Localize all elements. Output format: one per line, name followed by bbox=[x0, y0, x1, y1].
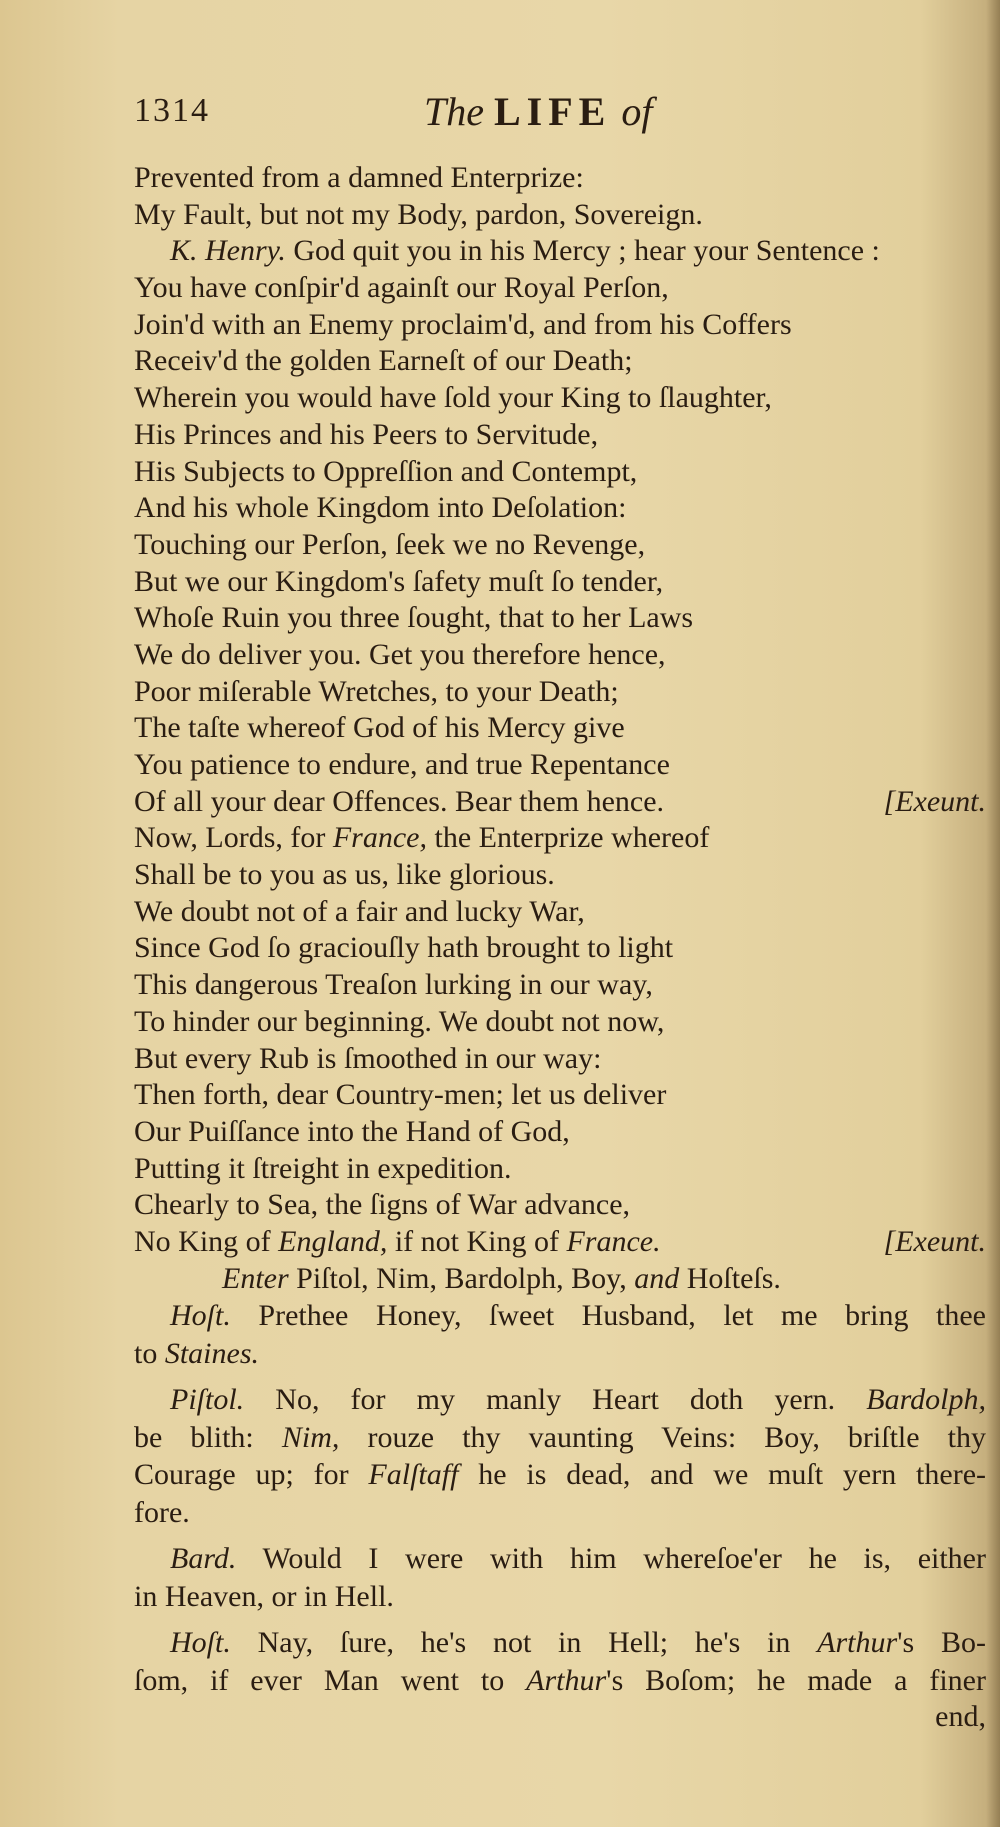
text-segment: fore. bbox=[134, 1495, 190, 1529]
text-line bbox=[134, 527, 986, 564]
text-segment: Hoſteſs. bbox=[679, 1261, 781, 1295]
running-title bbox=[424, 88, 652, 135]
text-segment: in Heaven, or in Hell. bbox=[134, 1579, 394, 1613]
text-line bbox=[134, 1261, 986, 1298]
text-segment: Join'd with an Enemy proclaim'd, and from his Coffers bbox=[134, 307, 792, 341]
text-line bbox=[134, 307, 986, 344]
text-segment: to bbox=[134, 1336, 165, 1370]
text-segment: But every Rub is ſmoothed in our way: bbox=[134, 1041, 602, 1075]
italic-text: Falſtaff bbox=[368, 1458, 459, 1492]
text-line bbox=[134, 1699, 986, 1736]
text-segment: rouze thy vaunting Veins: Boy, briſtle thy bbox=[339, 1420, 986, 1454]
body-text bbox=[134, 160, 986, 1736]
text-segment: Putting it ſtreight in expedition. bbox=[134, 1151, 512, 1185]
text-line bbox=[134, 600, 986, 637]
italic-text: Arthur bbox=[526, 1663, 607, 1697]
text-segment: You patience to endure, and true Repentance bbox=[134, 748, 670, 781]
italic-text: England, bbox=[278, 1224, 388, 1258]
italic-text: Staines. bbox=[164, 1336, 260, 1370]
text-segment: Piſtol, Nim, Bardolph, Boy, bbox=[288, 1261, 635, 1295]
text-line bbox=[134, 490, 986, 527]
text-segment: if not King of bbox=[387, 1224, 567, 1258]
text-line bbox=[134, 1077, 986, 1114]
text-segment: Poor miſerable Wretches, to your Death; bbox=[134, 674, 619, 708]
text-segment: But we our Kingdom's ſafety muſt ſo tender, bbox=[134, 564, 664, 598]
text-segment: Our Puiſſance into the Hand of God, bbox=[134, 1114, 570, 1148]
text-line bbox=[134, 637, 986, 674]
text-line bbox=[134, 380, 986, 417]
stage-direction: [Exeunt. bbox=[883, 1224, 986, 1258]
text-segment: My Fault, but not my Body, pardon, Sovereign. bbox=[134, 197, 703, 231]
text-line bbox=[134, 1578, 986, 1616]
italic-text: Hoſt. bbox=[170, 1299, 231, 1333]
text-line bbox=[134, 1297, 986, 1335]
text-line bbox=[134, 270, 986, 307]
text-segment: he is dead, and we muſt yern there- bbox=[458, 1458, 986, 1492]
title-word: The bbox=[424, 89, 484, 134]
text-segment: Chearly to Sea, the ſigns of War advance, bbox=[134, 1188, 631, 1222]
text-segment: You have conſpir'd againſt our Royal Perſon, bbox=[134, 271, 669, 305]
page-edge-shadow bbox=[986, 0, 1000, 1827]
text-line bbox=[134, 454, 986, 491]
text-line bbox=[134, 710, 986, 747]
italic-text: Enter bbox=[222, 1261, 289, 1295]
italic-text: and bbox=[634, 1261, 680, 1295]
text-segment: Shall be to you as us, like glorious. bbox=[134, 858, 555, 892]
text-line bbox=[134, 857, 986, 894]
text-segment: No, for my manly Heart doth yern. bbox=[244, 1383, 867, 1417]
text-line bbox=[134, 930, 986, 967]
title-word: of bbox=[621, 89, 653, 134]
page-number: 1314 bbox=[134, 92, 210, 129]
italic-text: Hoſt. bbox=[170, 1626, 231, 1660]
text-segment: Receiv'd the golden Earneſt of our Death; bbox=[134, 344, 633, 378]
text-line bbox=[134, 233, 986, 270]
text-line bbox=[134, 1624, 986, 1662]
text-segment: To hinder our beginning. We doubt not now, bbox=[134, 1004, 665, 1038]
title-word: LIFE bbox=[494, 89, 612, 134]
text-segment: Whoſe Ruin you three ſought, that to her Laws bbox=[134, 601, 694, 635]
text-line bbox=[134, 820, 986, 857]
text-segment: be blith: bbox=[134, 1420, 282, 1454]
italic-text: Bardolph, bbox=[866, 1383, 986, 1417]
text-segment: Courage up; for bbox=[134, 1458, 369, 1492]
text-segment: 's Bo- bbox=[897, 1626, 986, 1660]
text-segment: This dangerous Treaſon lurking in our way, bbox=[134, 968, 653, 1002]
text-line bbox=[134, 197, 986, 234]
text-segment: Of all your dear Offences. Bear them hence. bbox=[134, 784, 665, 818]
text-segment: And his whole Kingdom into Deſolation: bbox=[134, 491, 627, 525]
text-line bbox=[134, 747, 986, 784]
text-line bbox=[134, 1041, 986, 1078]
text-segment: Nay, ſure, he's not in Hell; he's in bbox=[230, 1626, 818, 1660]
text-line bbox=[134, 1224, 986, 1261]
text-line bbox=[134, 1494, 986, 1532]
text-line bbox=[134, 417, 986, 454]
text-line bbox=[134, 343, 986, 380]
text-line bbox=[134, 1114, 986, 1151]
text-segment: No King of bbox=[134, 1224, 279, 1258]
running-header bbox=[134, 89, 774, 142]
text-line bbox=[134, 564, 986, 601]
text-line bbox=[134, 1187, 986, 1224]
stage-direction: [Exeunt. bbox=[883, 784, 986, 818]
text-segment: We doubt not of a fair and lucky War, bbox=[134, 894, 585, 928]
text-segment: the Enterprize whereof bbox=[427, 821, 710, 855]
italic-text: Arthur bbox=[817, 1626, 898, 1660]
text-line bbox=[134, 1419, 986, 1457]
text-line bbox=[134, 1540, 986, 1578]
text-line bbox=[134, 1381, 986, 1419]
text-line bbox=[134, 674, 986, 711]
text-segment: Touching our Perſon, ſeek we no Revenge, bbox=[134, 527, 646, 561]
italic-text: France, bbox=[332, 821, 427, 855]
text-line bbox=[134, 967, 986, 1004]
italic-text: K. Henry. bbox=[170, 234, 286, 268]
text-segment: His Princes and his Peers to Servitude, bbox=[134, 417, 599, 451]
text-segment: Then forth, dear Country-men; let us deliver bbox=[134, 1078, 667, 1112]
text-segment: Wherein you would have ſold your King to ſlaughter, bbox=[134, 381, 772, 415]
text-segment: Prevented from a damned Enterprize: bbox=[134, 161, 584, 194]
text-segment: 's Boſom; he made a finer bbox=[606, 1663, 986, 1697]
italic-text: Bard. bbox=[170, 1542, 237, 1576]
text-line bbox=[134, 160, 986, 197]
italic-text: Piſtol. bbox=[170, 1383, 245, 1417]
text-segment: His Subjects to Oppreſſion and Contempt, bbox=[134, 454, 638, 488]
italic-text: France. bbox=[566, 1224, 661, 1258]
text-line bbox=[134, 1456, 986, 1494]
text-line bbox=[134, 1004, 986, 1041]
text-line bbox=[134, 784, 986, 821]
text-segment: Would I were with him whereſoe'er he is, either bbox=[236, 1542, 986, 1576]
text-segment: God quit you in his Mercy ; hear your Sentence : bbox=[285, 234, 880, 268]
text-segment: Since God ſo graciouſly hath brought to light bbox=[134, 931, 674, 965]
text-segment: We do deliver you. Get you therefore hence, bbox=[134, 637, 666, 671]
text-segment: ſom, if ever Man went to bbox=[134, 1663, 527, 1697]
text-segment: Now, Lords, for bbox=[134, 821, 333, 855]
text-line bbox=[134, 1662, 986, 1700]
text-line bbox=[134, 894, 986, 931]
italic-text: Nim, bbox=[281, 1420, 340, 1454]
text-line bbox=[134, 1335, 986, 1373]
text-segment: Prethee Honey, ſweet Husband, let me bring thee bbox=[230, 1299, 986, 1333]
text-segment: The taſte whereof God of his Mercy give bbox=[134, 711, 625, 745]
text-segment: end, bbox=[935, 1700, 986, 1734]
text-line bbox=[134, 1151, 986, 1188]
